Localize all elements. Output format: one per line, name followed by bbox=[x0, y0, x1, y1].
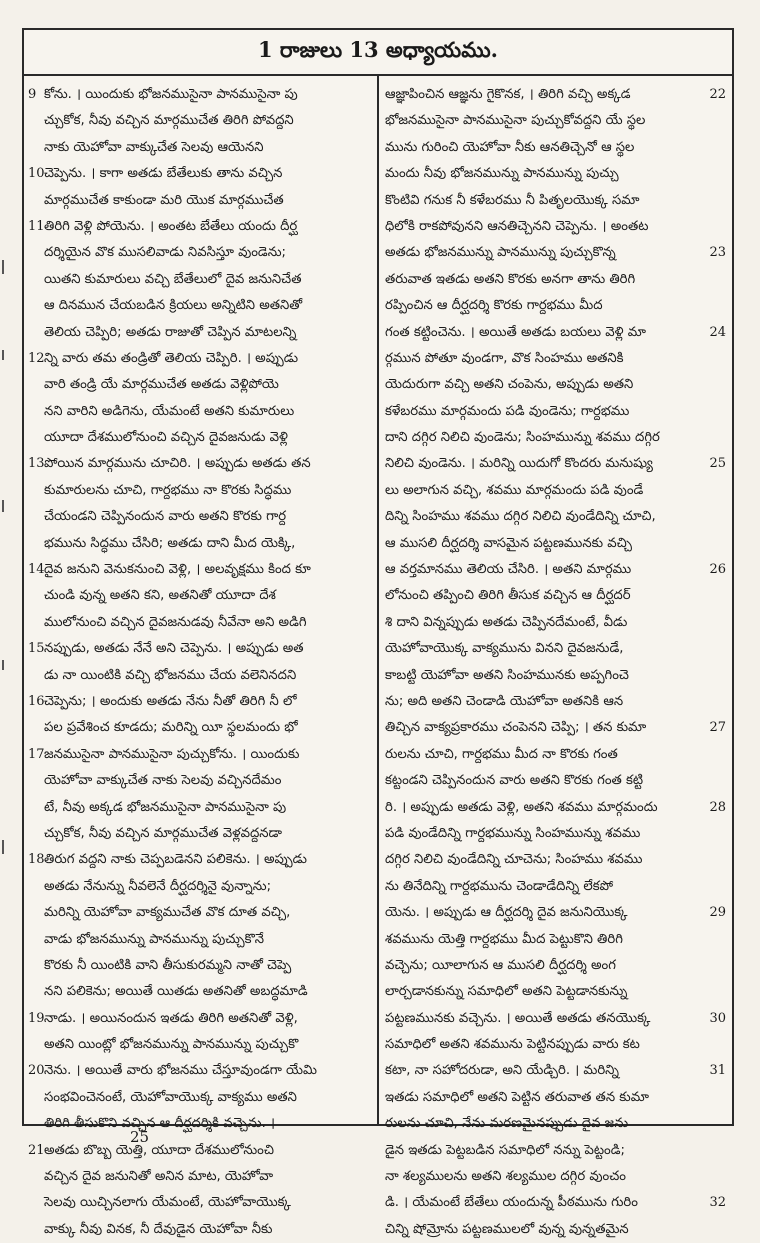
text-line bbox=[30, 583, 371, 609]
book-page bbox=[22, 28, 734, 1237]
line-text: నా శల్యములను అతని శల్యముల దగ్గిర వుంచం bbox=[385, 1169, 626, 1185]
line-text: యెహోవా వాక్కుచేత నాకు సెలవు వచ్చినదేమం bbox=[44, 773, 282, 789]
line-text: కటా, నా సహోదరుడా, అని యేడ్చిరి. । మరిన్ని bbox=[385, 1063, 619, 1079]
text-line bbox=[385, 425, 726, 451]
verse-number: 23 bbox=[709, 245, 726, 261]
line-text: శవమును యెత్తి గార్దభము మీద పెట్టుకొని తిరిగి bbox=[385, 931, 623, 947]
verse-number: 30 bbox=[709, 1010, 726, 1026]
verse-number: 9 bbox=[28, 87, 37, 102]
verse-number: 29 bbox=[709, 905, 726, 921]
text-line bbox=[30, 425, 371, 451]
line-text: నిలిచి వుండెను. । మరిన్ని యిదుగో కొందరు మనుష్యు bbox=[385, 456, 653, 472]
text-line bbox=[385, 372, 726, 398]
line-text: ను తినేదిన్ని గార్దభమును చెండాడేదిన్ని లేకపో bbox=[385, 878, 614, 894]
text-line bbox=[30, 610, 371, 636]
text-line bbox=[385, 161, 726, 187]
text-line bbox=[385, 689, 726, 715]
text-line bbox=[30, 478, 371, 504]
text-line bbox=[385, 1085, 726, 1111]
line-text: డి. । యేమంటే బేతేలు యందున్న పీఠమును గురిం bbox=[385, 1195, 638, 1211]
text-line bbox=[385, 953, 726, 979]
line-text: కుమారులను చూచి, గార్దభము నా కొరకు సిద్ధము bbox=[44, 482, 292, 498]
text-line bbox=[385, 504, 726, 530]
text-line bbox=[30, 900, 371, 926]
verse-number: 17 bbox=[28, 746, 45, 762]
text-line bbox=[385, 399, 726, 425]
verse-number: 21 bbox=[28, 1142, 45, 1158]
line-text: నాకు యెహోవా వాక్కుచేత సెలవు ఆయెనని bbox=[44, 139, 264, 155]
text-line bbox=[385, 768, 726, 794]
verse-number: 22 bbox=[709, 87, 726, 102]
line-text: లోనుంచి తప్పించి తిరిగి తీసుక వచ్చిన ఆ దీర్ఘదర్ bbox=[385, 588, 631, 604]
text-line bbox=[385, 583, 726, 609]
line-text: చ్చుకోక, నీవు వచ్చిన మార్గముచేత వెళ్లవద్దనడా bbox=[44, 825, 282, 841]
text-line bbox=[30, 663, 371, 689]
line-text: ఇతడు సమాధిలో అతని పెట్టిన తరువాత తన కుమా bbox=[385, 1089, 649, 1105]
line-text: ములోనుంచి వచ్చిన దైవజనుడవు నీవేనా అని అడిగి bbox=[44, 614, 307, 630]
text-line bbox=[385, 320, 726, 346]
text-line bbox=[385, 1058, 726, 1084]
text-line bbox=[385, 1032, 726, 1058]
line-text: ఆ వర్తమానము తెలియ చేసిరి. । అతని మార్గము bbox=[385, 562, 632, 578]
text-line bbox=[385, 557, 726, 583]
line-text: నని వారిని అడిగెను, యేమంటే అతని కుమారులు bbox=[44, 403, 295, 419]
line-text: పోయిన మార్గమును చూచిరి. । అప్పుడు అతడు తన bbox=[44, 456, 311, 472]
text-line bbox=[30, 108, 371, 134]
line-text: యెను. । అప్పుడు ఆ దీర్ఘదర్శి దైవ జనునియొక్క bbox=[385, 905, 628, 921]
line-text: అతడు భోజనమున్ను పానమున్ను పుచ్చుకొన్న bbox=[385, 245, 616, 261]
line-text: మును గురించి యెహోవా నీకు ఆనతిచ్చెనో ఆ స్థల bbox=[385, 139, 635, 155]
line-text: లార్చడానకున్ను సమాధిలో అతని పెట్టడానకున్ను bbox=[385, 984, 628, 1000]
line-text: వాడు భోజనమున్ను పానమున్ను పుచ్చుకొనే bbox=[44, 931, 265, 947]
text-line bbox=[30, 847, 371, 873]
line-text: యెదురుగా వచ్చి అతని చంపెను, అప్పుడు అతని bbox=[385, 377, 634, 393]
line-text: నాడు. । అయినందున ఇతడు తిరిగి అతనితో వెళ్లి, bbox=[44, 1010, 298, 1026]
text-line bbox=[385, 1138, 726, 1164]
line-text: మరిన్ని యెహోవా వాక్యముచేత వొక దూత వచ్చి, bbox=[44, 905, 291, 921]
line-text: అతడు బొబ్బ యెత్తి, యూదా దేశములోనుంచి bbox=[44, 1142, 274, 1158]
line-text: వారి తండ్రి యే మార్గముచేత అతడు వెళ్లిపోయె bbox=[44, 377, 279, 393]
text-line bbox=[385, 135, 726, 161]
text-line bbox=[30, 372, 371, 398]
line-text: పడి వుండేదిన్ని గార్దభమున్ను సింహమున్ను శవము bbox=[385, 825, 641, 841]
verse-number: 26 bbox=[709, 562, 726, 578]
text-line bbox=[30, 1006, 371, 1032]
text-line bbox=[30, 689, 371, 715]
line-text: చెప్పెను. । కాగా అతడు బేతేలుకు తాను వచ్చిన bbox=[44, 166, 283, 182]
line-text: రులను చూచి, గార్దభము మీద నా కొరకు గంత bbox=[385, 746, 618, 762]
line-text: ను; అది అతని చెండాడి యెహోవా అతనికి ఆన bbox=[385, 693, 624, 709]
margin-marks bbox=[0, 240, 10, 940]
line-text: చేయండని చెప్పినందున వారు అతని కొరకు గార్ద bbox=[44, 509, 287, 525]
line-text: భమును సిద్ధము చేసిరి; అతడు దాని మీద యెక్కి, bbox=[44, 535, 296, 551]
text-line bbox=[385, 1164, 726, 1190]
text-line bbox=[385, 451, 726, 477]
text-line bbox=[385, 1006, 726, 1032]
verse-number: 16 bbox=[28, 693, 45, 709]
line-text: భోజనముసైనా పానముసైనా పుచ్చుకోవద్దని యే స్థల bbox=[385, 113, 646, 129]
text-line bbox=[385, 742, 726, 768]
text-line bbox=[385, 927, 726, 953]
text-line bbox=[30, 293, 371, 319]
verse-number: 28 bbox=[709, 799, 726, 815]
line-text: వచ్చిన దైవ జనునితో అనిన మాట, యెహోవా bbox=[44, 1169, 274, 1185]
text-line bbox=[30, 531, 371, 557]
line-text: ఆ దినమున చేయబడిన క్రియలు అన్నిటిని అతనితో bbox=[44, 298, 303, 314]
line-text: చెప్పెను; । అందుకు అతడు నేను నీతో తిరిగి నీ లో bbox=[44, 693, 297, 709]
line-text: కళేబరము మార్గమందు పడి వుండెను; గార్దభము bbox=[385, 403, 630, 419]
line-text: న్ని వారు తమ తండ్రితో తెలియ చెప్పిరి. । అప్పుడు bbox=[44, 350, 299, 366]
text-line bbox=[385, 188, 726, 214]
verse-number: 18 bbox=[28, 852, 45, 868]
line-text: అతని యింట్లో భోజనమున్ను పానమున్ను పుచ్చుకొ bbox=[44, 1037, 299, 1053]
text-line bbox=[30, 214, 371, 240]
line-text: నెను. । అయితే వారు భోజనము చేస్తూవుండగా యేమి bbox=[44, 1063, 317, 1079]
line-text: డైన ఇతడు పెట్టబడిన సమాధిలో నన్ను పెట్టండి; bbox=[385, 1142, 625, 1158]
text-line bbox=[30, 636, 371, 662]
text-line bbox=[30, 979, 371, 1005]
line-text: టే, నీవు అక్కడ భోజనముసైనా పానముసైనా పు bbox=[44, 799, 287, 815]
text-line bbox=[385, 478, 726, 504]
text-line bbox=[30, 1032, 371, 1058]
text-line bbox=[30, 953, 371, 979]
verse-number: 11 bbox=[28, 218, 45, 234]
text-line bbox=[385, 293, 726, 319]
text-line bbox=[30, 346, 371, 372]
text-line bbox=[30, 1058, 371, 1084]
text-line bbox=[385, 108, 726, 134]
verse-number: 10 bbox=[28, 166, 45, 182]
line-text: రి. । అప్పుడు అతడు వెళ్లి, అతని శవము మార్గమందు bbox=[385, 799, 658, 815]
line-text: కట్టండని చెప్పినందున వారు అతని కొరకు గంత కట్టి bbox=[385, 773, 644, 789]
line-text: తిరిగి వెళ్లి పోయెను. । అంతట బేతేలు యందు దీర్ఘ bbox=[44, 218, 298, 234]
line-text: అతడు నేనున్ను నీవలెనే దీర్ఘదర్శినై వున్నాను; bbox=[44, 878, 272, 894]
line-text: యితని కుమారులు వచ్చి బేతేలులో దైవ జనునిచేత bbox=[44, 271, 302, 287]
verse-number: 12 bbox=[28, 350, 45, 366]
line-text: సెలవు యిచ్చినలాగు యేమంటే, యెహోవాయొక్క bbox=[44, 1195, 291, 1211]
text-line bbox=[385, 214, 726, 240]
line-text: తిరుగ వద్దని నాకు చెప్పబడెనని పలికెను. । అప్పుడు bbox=[44, 852, 307, 868]
line-text: వాక్కు నీవు వినక, నీ దేవుడైన యెహోవా నీకు bbox=[44, 1221, 273, 1237]
line-text: నప్పుడు, అతడు నేనే అని చెప్పెను. । అప్పుడు అత bbox=[44, 641, 304, 657]
line-text: పల ప్రవేశించ కూడదు; మరిన్ని యీ స్థలమందు భో bbox=[44, 720, 298, 736]
verse-number: 31 bbox=[709, 1063, 726, 1079]
page-number: 25 bbox=[130, 1128, 150, 1146]
line-text: ర్గమున పోతూ వుండగా, వొక సింహము అతనికి bbox=[385, 350, 624, 366]
text-line bbox=[30, 1217, 371, 1243]
line-text: ఆ ముసలి దీర్ఘదర్శి వాసమైన పట్టణమునకు వచ్చి bbox=[385, 535, 633, 551]
line-text: సంభవించెనంటే, యెహోవాయొక్క వాక్యము అతని bbox=[44, 1089, 297, 1105]
line-text: మార్గముచేత కాకుండా మరి యొక మార్గముచేత bbox=[44, 192, 284, 208]
line-text: చిన్ని షోమ్రోను పట్టణములలో వున్న వున్నతమైన bbox=[385, 1221, 629, 1237]
text-line bbox=[385, 874, 726, 900]
text-line bbox=[30, 768, 371, 794]
line-text: యెహోవాయొక్క వాక్యమును వినని దైవజనుడే, bbox=[385, 641, 624, 657]
line-text: చుండి వున్న అతని కని, అతనితో యూదా దేశ bbox=[44, 588, 276, 604]
text-line bbox=[385, 1217, 726, 1243]
line-text: రప్పించిన ఆ దీర్ఘదర్శి కొరకు గార్దభము మీద bbox=[385, 298, 603, 314]
text-line bbox=[30, 161, 371, 187]
text-line bbox=[30, 557, 371, 583]
text-line bbox=[385, 531, 726, 557]
line-text: మందు నీవు భోజనమున్ను పానమున్ను పుచ్చు bbox=[385, 166, 619, 182]
text-line bbox=[30, 1085, 371, 1111]
verse-number: 15 bbox=[28, 641, 45, 657]
verse-number: 24 bbox=[709, 324, 726, 340]
text-line bbox=[30, 1138, 371, 1164]
text-line bbox=[30, 504, 371, 530]
text-line bbox=[30, 821, 371, 847]
text-line bbox=[30, 1190, 371, 1216]
right-column bbox=[379, 76, 732, 1237]
text-line bbox=[385, 1111, 726, 1137]
line-text: తరువాత ఇతడు అతని కొరకు అనగా తాను తిరిగి bbox=[385, 271, 636, 287]
line-text: లు అలాగున వచ్చి, శవము మార్గమందు పడి వుండే bbox=[385, 482, 644, 498]
verse-number: 32 bbox=[709, 1195, 726, 1211]
line-text: శి దాని విన్నప్పుడు అతడు చెప్పినదేమంటే, వీడు bbox=[385, 614, 628, 630]
text-line bbox=[385, 1190, 726, 1216]
text-line bbox=[30, 874, 371, 900]
line-text: దైవ జనుని వెనుకనుంచి వెళ్లి, । అలవృక్షము కింద కూ bbox=[44, 562, 311, 578]
line-text: గంత కట్టించెను. । అయితే అతడు బయలు వెళ్లి మా bbox=[385, 324, 646, 340]
text-line bbox=[30, 320, 371, 346]
text-line bbox=[30, 1164, 371, 1190]
verse-number: 25 bbox=[709, 456, 726, 472]
line-text: తిరిగి తీసుకొని వచ్చిన ఆ దీర్ఘదర్శికి వచ్చెను. । bbox=[44, 1116, 275, 1132]
line-text: డు నా యింటికి వచ్చి భోజనము చేయ వలెనినదని bbox=[44, 667, 297, 683]
verse-number: 19 bbox=[28, 1010, 45, 1026]
chapter-title: 1 రాజులు 13 అధ్యాయము. bbox=[258, 36, 498, 62]
verse-number: 20 bbox=[28, 1063, 45, 1079]
text-line bbox=[385, 795, 726, 821]
verse-number: 14 bbox=[28, 562, 45, 578]
text-line bbox=[385, 346, 726, 372]
line-text: పట్టణమునకు వచ్చెను. । అయితే అతడు తనయొక్క bbox=[385, 1010, 651, 1026]
line-text: నని పలికెను; అయితే యితడు అతనితో అబద్ధమాడి bbox=[44, 984, 308, 1000]
text-line bbox=[30, 715, 371, 741]
line-text: వచ్చెను; యీలాగున ఆ ముసలి దీర్ఘదర్శి అంగ bbox=[385, 957, 616, 973]
text-line bbox=[385, 82, 726, 108]
text-line bbox=[385, 663, 726, 689]
line-text: కొంటివి గనుక నీ కళేబరము నీ పితృలయొక్క సమా bbox=[385, 192, 640, 208]
text-line bbox=[385, 267, 726, 293]
text-line bbox=[385, 847, 726, 873]
text-line bbox=[385, 636, 726, 662]
line-text: ధిలోకి రాకపోవునని ఆనతిచ్చెనని చెప్పెను. । అంతట bbox=[385, 218, 649, 234]
line-text: దిన్ని సింహము శవము దగ్గిర నిలిచి వుండేదిన్ని చూచి, bbox=[385, 509, 656, 525]
text-line bbox=[30, 399, 371, 425]
text-line bbox=[30, 795, 371, 821]
text-line bbox=[385, 715, 726, 741]
text-line bbox=[30, 135, 371, 161]
text-line bbox=[30, 82, 371, 108]
line-text: రులను చూచి, నేను మరణమైనప్పుడు దైవ జను bbox=[385, 1116, 629, 1132]
line-text: దాని దగ్గిర నిలిచి వుండెను; సింహమున్ను శవము దగ్గిర bbox=[385, 430, 660, 446]
line-text: చ్చుకోక, నీవు వచ్చిన మార్గముచేత తిరిగి పోవద్దని bbox=[44, 113, 294, 129]
text-line bbox=[30, 742, 371, 768]
text-line bbox=[385, 979, 726, 1005]
line-text: కోను. । యిందుకు భోజనముసైనా పానముసైనా పు bbox=[44, 87, 298, 102]
verse-number: 27 bbox=[709, 720, 726, 736]
text-line bbox=[30, 240, 371, 266]
text-line bbox=[30, 1111, 371, 1137]
line-text: కొరకు నీ యింటికి వాని తీసుకురమ్మని నాతో చెప్పె bbox=[44, 957, 292, 973]
text-line bbox=[385, 900, 726, 926]
line-text: తిచ్చిన వాక్యప్రకారము చంపెనని చెప్పి; । తన కుమా bbox=[385, 720, 647, 736]
text-line bbox=[30, 451, 371, 477]
line-text: తెలియ చెప్పిరి; అతడు రాజుతో చెప్పిన మాటలన్ని bbox=[44, 324, 297, 340]
line-text: దగ్గిర నిలిచి వుండేదిన్ని చూచెను; సింహము శవము bbox=[385, 852, 643, 868]
text-line bbox=[385, 821, 726, 847]
text-line bbox=[30, 267, 371, 293]
text-line bbox=[30, 927, 371, 953]
verse-number: 13 bbox=[28, 456, 45, 472]
text-line bbox=[385, 240, 726, 266]
line-text: దర్శియైన వొక ముసలివాడు నివసిస్తూ వుండెను; bbox=[44, 245, 286, 261]
text-line bbox=[385, 610, 726, 636]
chapter-header bbox=[24, 30, 732, 76]
line-text: జనముసైనా పానముసైనా పుచ్చుకోను. । యిందుకు bbox=[44, 746, 300, 762]
text-line bbox=[30, 188, 371, 214]
line-text: యూదా దేశములోనుంచి వచ్చిన దైవజనుడు వెళ్లి bbox=[44, 430, 288, 446]
line-text: కాబట్టి యెహోవా అతని సింహమునకు అప్పగించె bbox=[385, 667, 629, 683]
text-columns bbox=[24, 76, 732, 1237]
line-text: సమాధిలో అతని శవమును పెట్టినప్పుడు వారు కట bbox=[385, 1037, 640, 1053]
line-text: ఆజ్ఞాపించిన ఆజ్ఞను గైకొనక, । తిరిగి వచ్చి అక్కడ bbox=[385, 87, 631, 102]
